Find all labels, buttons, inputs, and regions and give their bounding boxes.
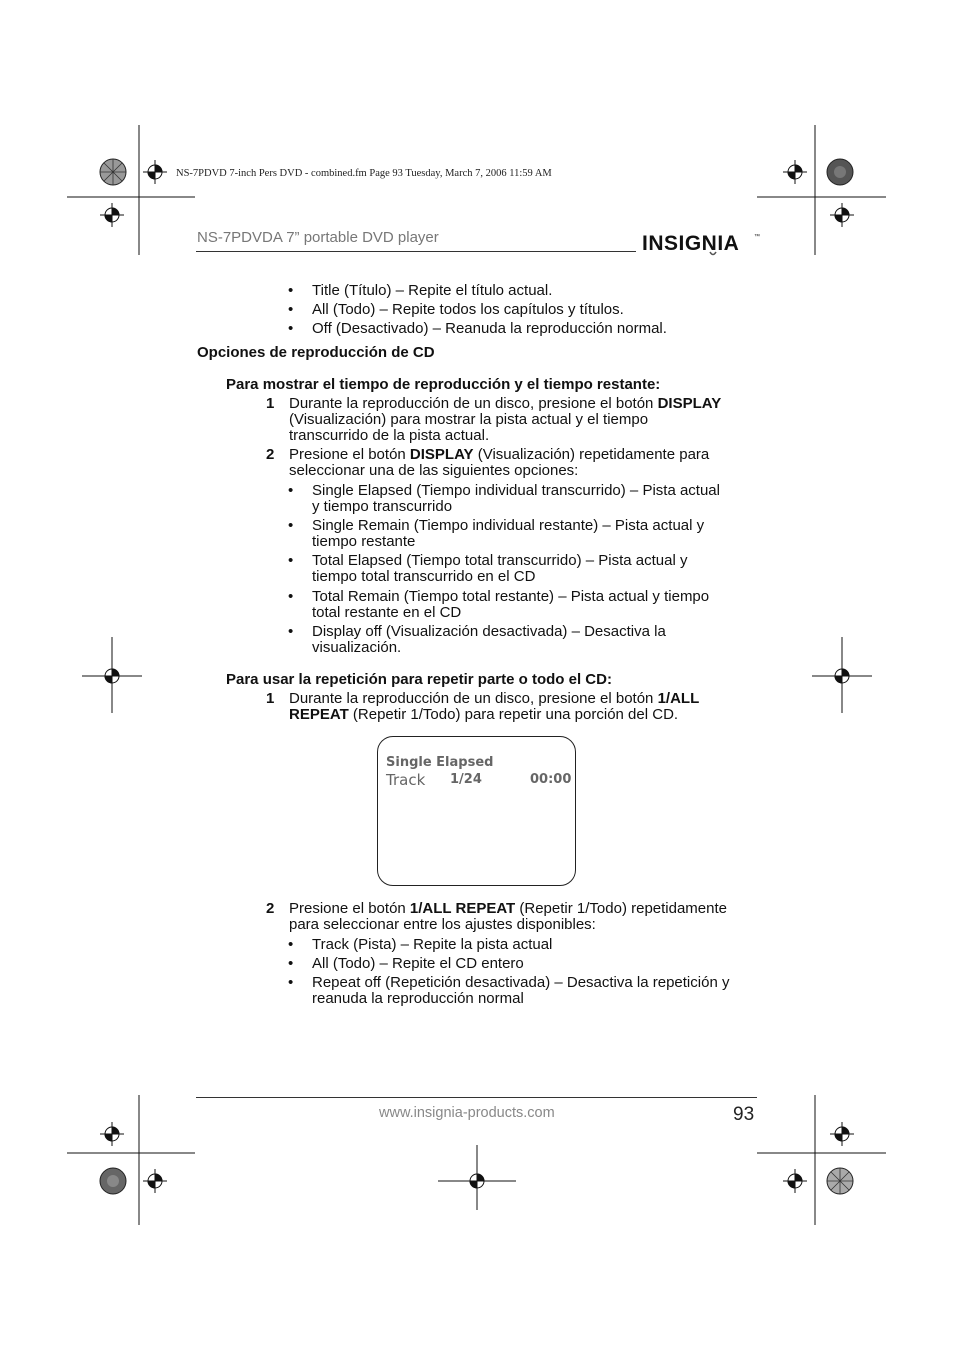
- step2-line2: seleccionar una de las siguientes opciones:: [289, 462, 579, 479]
- bullet: •: [288, 320, 294, 337]
- crosshair-mark: [82, 637, 142, 713]
- page-number: 93: [733, 1104, 755, 1125]
- starburst-mark: [827, 1168, 853, 1194]
- all-repeat-button-label: 1/ALL: [657, 690, 700, 707]
- option-display-off: Display off (Visualización desactivada) – Desactiva la: [312, 623, 666, 640]
- crosshair-mark: [812, 637, 872, 713]
- crosshair-mark: [830, 1122, 854, 1146]
- section-heading: Opciones de reproducción de CD: [197, 344, 435, 361]
- bullet: •: [288, 936, 294, 953]
- step-number: 2: [266, 900, 275, 917]
- crosshair-mark: [830, 203, 854, 227]
- crosshair-mark: [783, 160, 807, 184]
- option-total-remain: Total Remain (Tiempo total restante) – Pista actual y tiempo: [312, 588, 710, 605]
- screen-time: 00:00: [530, 772, 572, 787]
- bullet: •: [288, 955, 294, 972]
- step3-line2-rest: (Repetir 1/Todo) para repetir una porción del CD.: [348, 706, 679, 723]
- step1-line3: transcurrido de la pista actual.: [289, 427, 490, 444]
- screen-mode-label: Single Elapsed: [386, 755, 494, 770]
- bullet: •: [288, 517, 294, 534]
- bullet-text-title: Title (Título) – Repite el título actual.: [312, 282, 553, 299]
- step3-line1-text: Durante la reproducción de un disco, presione el botón: [289, 690, 658, 707]
- option-single-remain-cont: tiempo restante: [312, 533, 416, 550]
- crosshair-mark: [143, 1169, 167, 1193]
- subheading-repeat: Para usar la repetición para repetir parte o todo el CD:: [226, 671, 612, 688]
- step-number: 1: [266, 395, 275, 412]
- step-number: 2: [266, 446, 275, 463]
- starburst-mark: [100, 159, 126, 185]
- crosshair-mark: [783, 1169, 807, 1193]
- bullet: •: [288, 482, 294, 499]
- step1-line1-text: Durante la reproducción de un disco, presione el botón: [289, 395, 658, 412]
- density-mark: [100, 1168, 126, 1194]
- printer-slug-line: NS-7PDVD 7-inch Pers DVD - combined.fm Page 93 Tuesday, March 7, 2006 11:59 AM: [176, 168, 552, 179]
- step4-line1-text: Presione el botón: [289, 900, 410, 917]
- bullet: •: [288, 588, 294, 605]
- option-track: Track (Pista) – Repite la pista actual: [312, 936, 553, 953]
- option-display-off-cont: visualización.: [312, 639, 402, 656]
- step4-line2: para seleccionar entre los ajustes disponibles:: [289, 916, 596, 933]
- svg-text:INSIGNIA: INSIGNIA: [642, 232, 740, 255]
- header-title: NS-7PDVDA 7” portable DVD player: [197, 229, 439, 246]
- repeat-button-label: REPEAT: [289, 706, 349, 723]
- step2-line1-rest: (Visualización) repetidamente para: [473, 446, 710, 463]
- option-total-elapsed-cont: tiempo total transcurrido en el CD: [312, 568, 536, 585]
- step2-line1-text: Presione el botón: [289, 446, 410, 463]
- bullet: •: [288, 974, 294, 991]
- display-button-label: DISPLAY: [409, 446, 474, 463]
- bullet-text-off: Off (Desactivado) – Reanuda la reproducción normal.: [312, 320, 667, 337]
- option-single-elapsed-cont: y tiempo transcurrido: [312, 498, 453, 515]
- display-button-label: DISPLAY: [657, 395, 722, 412]
- density-mark: [827, 159, 853, 185]
- crosshair-mark: [100, 1122, 124, 1146]
- crosshair-mark: [100, 203, 124, 227]
- step-number: 1: [266, 690, 275, 707]
- screen-track-value: 1/24: [450, 772, 482, 787]
- option-total-remain-cont: total restante en el CD: [312, 604, 462, 621]
- screen-track-label: Track: [386, 771, 426, 789]
- crosshair-mark: [438, 1145, 516, 1210]
- bullet: •: [288, 552, 294, 569]
- all-repeat-button-label: 1/ALL REPEAT: [409, 900, 516, 917]
- bullet-text-all: All (Todo) – Repite todos los capítulos y títulos.: [312, 301, 624, 318]
- bullet: •: [288, 623, 294, 640]
- option-all: All (Todo) – Repite el CD entero: [312, 955, 524, 972]
- option-single-elapsed: Single Elapsed (Tiempo individual transcurrido) – Pista actual: [312, 482, 720, 499]
- bullet: •: [288, 282, 294, 299]
- option-repeat-off: Repeat off (Repetición desactivada) – Desactiva la repetición y: [312, 974, 730, 991]
- svg-text:™: ™: [754, 234, 760, 240]
- option-total-elapsed: Total Elapsed (Tiempo total transcurrido) – Pista actual y: [312, 552, 688, 569]
- step4-line1-rest: (Repetir 1/Todo) repetidamente: [515, 900, 727, 917]
- option-repeat-off-cont: reanuda la reproducción normal: [312, 990, 524, 1007]
- bullet: •: [288, 301, 294, 318]
- footer-url: www.insignia-products.com: [379, 1105, 555, 1121]
- step1-line2: (Visualización) para mostrar la pista actual y el tiempo: [289, 411, 649, 428]
- subheading-display: Para mostrar el tiempo de reproducción y el tiempo restante:: [226, 376, 661, 393]
- crosshair-mark: [143, 160, 167, 184]
- option-single-remain: Single Remain (Tiempo individual restante) – Pista actual y: [312, 517, 705, 534]
